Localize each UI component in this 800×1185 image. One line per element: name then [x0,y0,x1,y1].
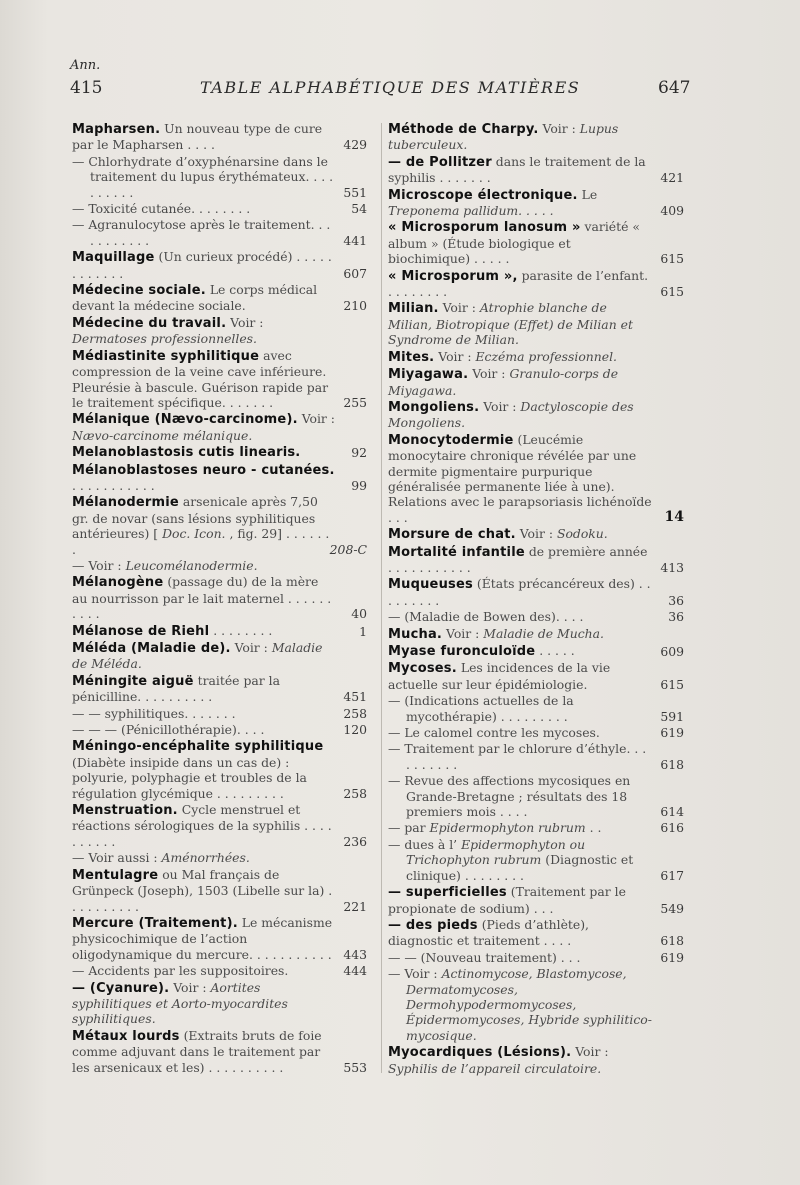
entry-text: variété « album » (Étude biologique et biochimique) . . . . . [388,219,640,267]
entry-heading: — de Pollitzer [388,154,492,170]
entry-heading: Mélanose de Riehl [72,623,210,639]
entry-text: (Leucémie monocytaire chronique révélée par une dermite pigmentaire purpurique généralisée permanente liée à une). Relations avec le parapsoriasis lichénoïde . . . [388,431,652,525]
entry-reference: Sodoku. [556,526,608,542]
entry-page-number: 551 [343,184,367,200]
entry-text: Le corps médical devant la médecine sociale. [72,282,318,314]
entry-reference: Granulo-corps de Miyagawa. [388,366,619,398]
entry-text: Voir : [438,348,472,364]
index-entry: — Toxicité cutanée. . . . . . . . 54 [72,201,367,217]
entry-heading: Miyagawa. [388,367,469,383]
index-entry [388,966,684,1043]
entry-text: — Toxicité cutanée. . . . . . . . [72,201,251,217]
index-entry [72,963,367,978]
index-entry [72,673,367,705]
entry-reference: Dermatoses professionnelles. [72,331,257,347]
index-entry [72,706,367,721]
entry-reference: Treponema pallidum. . . . . [388,203,554,219]
entry-heading: — des pieds [388,917,478,933]
entry-page-number: 258 [343,705,367,721]
entry-text: — Voir : [72,557,122,573]
entry-reference: Aortites syphilitiques et Aorto-myocardites syphilitiques. [72,979,288,1027]
index-entry [388,366,684,398]
entry-text: traitée par la pénicilline. . . . . . . . . . [72,672,280,705]
entry-text: . . . . . [539,643,575,658]
entry-text: . . [589,820,602,836]
entry-page-number: 617 [660,867,684,883]
index-column-left [72,121,367,1076]
entry-text: Voir : [442,300,476,316]
entry-heading: Métaux lourds [72,1028,180,1044]
entry-page-number: 615 [660,284,684,300]
index-entry [388,154,684,186]
index-entry [388,643,684,659]
entry-text: (Diagnostic et clinique) . . . . . . . . [406,852,634,883]
entry-page-number: 441 [343,232,367,248]
column-divider [381,123,382,1073]
entry-heading: Médecine du travail. [72,315,227,331]
entry-text: dans le traitement de la syphilis . . . . . . . [388,153,646,186]
index-entry [72,348,367,411]
index-entry [72,802,367,849]
entry-heading: Mélanoblastoses neuro - cutanées. [72,462,335,478]
entry-heading: Mélanique (Nævo-carcinome). [72,412,298,428]
index-entry [388,219,684,266]
entry-heading: Méningite aiguë [72,673,194,689]
entry-page-number: 616 [660,820,684,836]
entry-text: Voir : [483,398,517,414]
entry-page-number: 210 [343,298,367,314]
index-entry [72,867,367,914]
entry-heading: Morsure de chat. [388,527,516,543]
entry-page-number: 591 [660,708,684,724]
entry-text: Les incidences de la vie actuelle sur leur épidémiologie. [388,660,611,692]
entry-page-number: 429 [343,137,367,153]
entry-page-number: 99 [351,477,367,493]
entry-reference: Nævo-carcinome mélanique. [72,427,253,443]
entry-heading: Mapharsen. [72,122,161,137]
index-entry [72,738,367,801]
entry-text: Voir : [542,121,576,136]
entry-page-number: 421 [660,170,684,186]
entry-text: — — (Nouveau traitement) . . . [388,949,581,965]
entry-text: — Agranulocytose après le traitement. . . . . . . . . . . [72,217,331,248]
index-entry [72,282,367,314]
index-entry [388,626,684,642]
entry-page-number: 14 [664,508,684,525]
index-entry [72,249,367,281]
index-entry [388,820,684,835]
index-entry [388,300,684,347]
entry-text: Voir : [472,366,506,382]
entry-heading: Méthode de Charpy. [388,122,539,137]
index-entry [388,526,684,542]
entry-text: avec compression de la veine cave inférieure. Pleurésie à bascule. Guérison rapide par le traitement spécifique. . . . . . . [72,347,329,410]
entry-text: de première année . . . . . . . . . . . [388,543,648,575]
entry-page-number: 443 [343,946,367,962]
entry-page-number: 451 [343,689,367,705]
entry-page-number: 120 [343,722,367,738]
index-entry [72,154,367,200]
index-entry [72,1028,367,1075]
entry-text: Voir : [230,314,264,330]
entry-heading: Mercure (Traitement). [72,915,238,931]
entry-heading: — (Cyanure). [72,980,170,996]
page-title: TABLE ALPHABÉTIQUE DES MATIÈRES [200,78,581,97]
index-entry [388,349,684,365]
entry-text: (Traitement par le propionate de sodium) . . . [388,884,626,916]
entry-text: Voir : [234,640,268,655]
index-entry [72,217,367,248]
entry-page-number: 614 [660,804,684,820]
entry-text: Cycle menstruel et réactions sérologiques de la syphilis . . . . . . . . . . [72,802,332,849]
entry-heading: Maquillage [72,250,155,266]
entry-page-number: 553 [343,1059,367,1075]
index-entry [72,623,367,639]
index-entry [72,558,367,573]
entry-heading: Myase furonculoïde [388,644,536,659]
entry-text: ou Mal français de Grünpeck (Joseph), 1503 (Libelle sur la) . . . . . . . . . . [72,866,333,914]
entry-reference: Doc. Icon. [162,526,226,542]
entry-text: , fig. 29] . . . . . . . [72,526,330,557]
entry-reference: Maladie de Mucha. [483,625,604,641]
entry-text: (Un curieux procédé) . . . . . . . . . . . . [72,249,332,281]
entry-page-number: 236 [343,833,367,849]
index-entry [388,576,684,608]
entry-text: Voir : [173,979,207,995]
index-entry [72,640,367,672]
entry-page-number: 255 [343,394,367,410]
entry-text: Voir : [519,526,553,542]
index-entry [388,773,684,819]
entry-page-number: 618 [660,933,684,949]
entry-heading: Médiastinite syphilitique [72,348,260,364]
header-annales: Ann. [70,58,101,73]
index-entry [72,315,367,347]
index-entry [72,444,367,460]
entry-page-number: 615 [660,676,684,692]
entry-page-number: 549 [660,900,684,916]
entry-text: — Accidents par les suppositoires. [72,963,289,979]
entry-reference: Eczéma professionnel. [475,348,617,364]
index-entry [388,884,684,916]
entry-reference: Leucomélanodermie. [125,557,258,573]
index-entry [388,187,684,219]
index-column-right [388,121,684,1077]
entry-heading: « Microsporum lanosum » [388,220,581,236]
entry-reference: Atrophie blanche de Milian, Biotropique (Effet) de Milian et Syndrome de Milian. [388,300,633,348]
entry-text: (passage du) de la mère au nourrisson par le lait maternel . . . . . . . . . . [72,574,332,622]
index-entry [388,660,684,692]
entry-text: Voir : [301,411,335,427]
entry-text: — Chlorhydrate d’oxyphénarsine dans le traitement du lupus érythémateux. . . . . . . . . . [72,153,334,200]
entry-page-number: 40 [351,606,367,622]
index-entry [388,725,684,740]
entry-text: — par [388,820,426,836]
entry-page-number: 1 [359,623,367,639]
entry-text: (Extraits bruts de foie comme adjuvant dans le traitement par les arsenicaux et les) . . . . . . . . . . [72,1027,322,1075]
entry-page-number: 609 [660,644,684,659]
entry-heading: « Microsporum », [388,268,518,284]
entry-heading: Médecine sociale. [72,283,206,299]
index-entry [388,917,684,949]
entry-heading: Mélanogène [72,575,164,591]
entry-text: — — — (Pénicillothérapie). . . . [72,722,265,738]
entry-text: (États précancéreux des) . . . . . . . . . [388,576,651,608]
entry-text: Le [581,186,598,202]
entry-text: . . . . . . . . . . . [72,477,155,493]
index-entry [72,411,367,443]
entry-heading: Milian. [388,301,439,317]
entry-heading: Mites. [388,349,435,365]
entry-page-number: 619 [660,725,684,741]
entry-heading: Mucha. [388,626,443,642]
entry-heading: Monocytodermie [388,432,514,448]
entry-text: — — syphilitiques. . . . . . . [72,705,236,721]
index-entry [388,544,684,576]
entry-reference: Epidermophyton ou Trichophyton rubrum [406,836,586,868]
entry-text: . . . . . . . . [213,622,273,638]
entry-text: Voir : [575,1044,609,1060]
entry-text: — Voir aussi : [72,850,158,866]
index-entry [72,462,367,494]
index-entry [72,980,367,1027]
entry-text: parasite de l’enfant. . . . . . . . . [388,267,649,300]
index-entry [388,693,684,724]
entry-heading: Melanoblastosis cutis linearis. [72,445,301,461]
entry-heading: Mortalité infantile [388,544,525,560]
index-entry [72,494,367,557]
entry-text: Voir : [446,625,480,641]
index-entry [388,741,684,772]
entry-page-number: 92 [351,445,367,461]
entry-heading: Microscope électronique. [388,187,578,203]
entry-heading: Muqueuses [388,577,473,593]
entry-reference: Syphilis de l’appareil circulatoire. [388,1060,602,1076]
entry-page-number: 258 [343,785,367,801]
index-entry [72,722,367,737]
entry-heading: Mélanodermie [72,495,179,511]
index-entry [72,915,367,962]
entry-heading: Myocardiques (Lésions). [388,1045,572,1061]
entry-text: — (Maladie de Bowen des). . . . [388,609,584,625]
index-entry: — (Maladie de Bowen des). . . . 36 [388,609,684,625]
index-entry [388,837,684,883]
index-entry [388,268,684,300]
index-entry [388,432,684,525]
header-volume-number: 415 [70,78,103,98]
index-entry [388,1044,684,1076]
entry-reference: Epidermophyton rubrum [429,820,586,836]
entry-reference: Maladie de Méléda. [72,640,323,672]
entry-text: (Diabète insipide dans un cas de) : polyurie, polyphagie et troubles de la régulation glycémique . . . . . . . . . [72,754,307,801]
entry-page-number: 36 [668,592,684,608]
entry-text: — (Indications actuelles de la mycothérapie) . . . . . . . . . [388,693,574,724]
index-entry [72,574,367,621]
entry-reference: Aménorrhées. [161,850,250,866]
entry-page-number: 221 [343,898,367,914]
page-number: 647 [658,78,691,98]
entry-reference: Lupus tuberculeux. [388,121,619,153]
entry-heading: Mycoses. [388,661,457,677]
index-entry [388,399,684,431]
entry-heading: Mentulagre [72,867,159,883]
entry-page-number: 413 [660,559,684,575]
entry-heading: Menstruation. [72,803,178,819]
entry-heading: Mongoliens. [388,399,480,415]
index-entry [388,950,684,965]
entry-heading: Méléda (Maladie de). [72,641,231,656]
entry-text: — Voir : [388,966,438,982]
entry-heading: Méningo-encéphalite syphilitique [72,739,324,755]
entry-page-number: 619 [660,949,684,965]
entry-page-number: 409 [660,203,684,219]
entry-reference: Actinomycose, Blastomycose, Dermatomycoses, Dermohypodermomycoses, Épidermomycoses, Hybride syphilitico-mycosique. [406,966,652,1043]
entry-page-number: 444 [343,963,367,979]
entry-page-number: 607 [343,265,367,281]
entry-text: Un nouveau type de cure par le Mapharsen . . . . [72,121,323,153]
entry-reference: Dactyloscopie des Mongoliens. [388,398,634,431]
entry-text: Le mécanisme physicochimique de l’action oligodynamique du mercure. . . . . . . . . . . [72,914,333,962]
entry-page-number: 615 [660,251,684,267]
index-entry [72,121,367,153]
entry-text: (Pieds d’athlète), diagnostic et traitement . . . . [388,916,589,949]
entry-heading: — superficielles [388,885,507,901]
entry-text: — Le calomel contre les mycoses. [388,725,600,741]
index-entry [388,121,684,153]
entry-text: — Traitement par le chlorure d’éthyle. . . . . . . . . . [388,741,647,772]
entry-page-number: 208-C [329,541,367,557]
entry-text: — dues à l’ [388,836,458,852]
entry-text: — Revue des affections mycosiques en Grande-Bretagne ; résultats des 18 premiers mois . . . . [388,773,631,820]
index-entry [72,850,367,865]
entry-text: arsenicale après 7,50 gr. de novar (sans lésions syphilitiques antérieures) [ [72,494,318,542]
entry-page-number: 618 [660,756,684,772]
